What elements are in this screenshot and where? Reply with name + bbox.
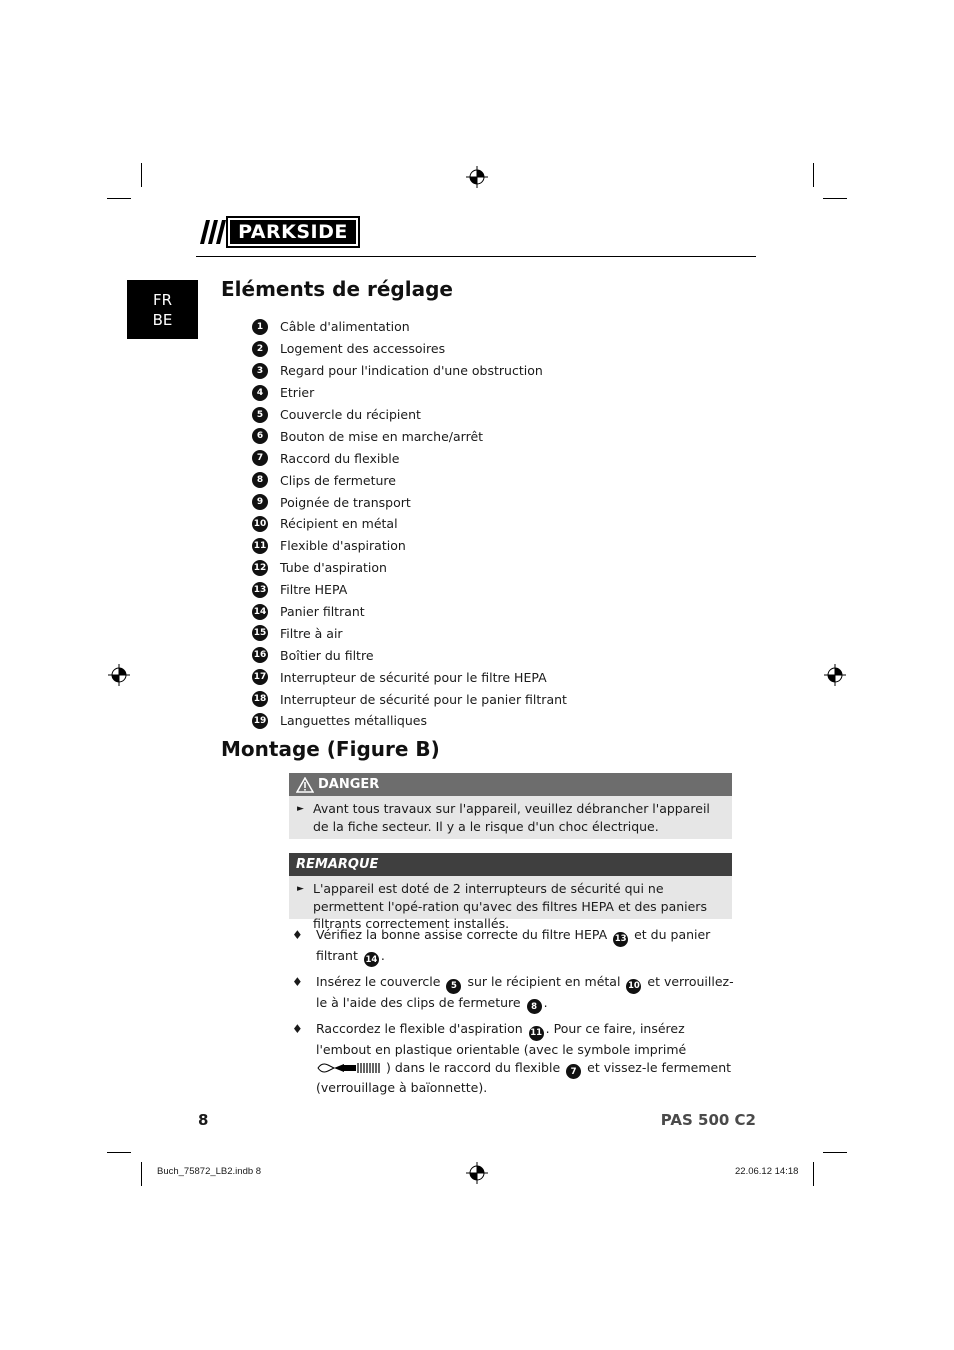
list-item xyxy=(252,513,732,535)
item-number-badge: 17 xyxy=(252,669,268,685)
registration-mark-icon xyxy=(824,664,846,686)
bullet-text: et vissez-le fermement (verrouillage à baïonnette). xyxy=(316,1059,732,1095)
item-number-badge: 18 xyxy=(252,691,268,707)
item-label: Filtre à air xyxy=(280,625,343,641)
item-label: Panier filtrant xyxy=(280,604,365,620)
item-label: Câble d'alimentation xyxy=(280,319,410,335)
registration-mark-icon xyxy=(466,166,488,188)
item-number-badge: 14 xyxy=(252,604,268,620)
hose-symbol-icon xyxy=(316,1061,386,1075)
item-number-badge: 8 xyxy=(252,472,268,488)
item-number-badge: 7 xyxy=(252,450,268,466)
item-number-badge: 10 xyxy=(252,516,268,532)
crop-mark xyxy=(107,1152,131,1153)
bullet-text: . xyxy=(543,994,548,1010)
registration-mark-icon xyxy=(108,664,130,686)
item-number-badge: 1 xyxy=(252,319,268,335)
item-number-badge: 8 xyxy=(527,999,542,1014)
item-number-badge: 9 xyxy=(252,494,268,510)
list-item xyxy=(252,710,732,732)
danger-label: DANGER xyxy=(318,777,380,792)
item-label: Poignée de transport xyxy=(280,494,411,510)
diamond-bullet-icon: ♦ xyxy=(292,975,303,989)
list-item xyxy=(252,425,732,447)
crop-mark xyxy=(141,163,142,187)
list-item xyxy=(292,1020,734,1097)
bullet-text: et verrouillez-le à l'aide des clips de fermeture xyxy=(316,974,734,1010)
header-rule xyxy=(196,256,756,257)
list-item xyxy=(252,404,732,426)
item-number-badge: 3 xyxy=(252,363,268,379)
item-number-badge: 5 xyxy=(252,407,268,423)
bullet-text: Vérifiez la bonne assise correcte du filtre HEPA xyxy=(316,927,608,942)
danger-text: Avant tous travaux sur l'appareil, veuillez débrancher l'appareil de la fiche secteur. Il y a le risque d'un choc électrique. xyxy=(313,801,710,834)
item-number-badge: 14 xyxy=(364,952,379,967)
item-label: Interrupteur de sécurité pour le panier filtrant xyxy=(280,691,567,707)
list-item xyxy=(252,491,732,513)
bullet-text: Raccordez le flexible d'aspiration xyxy=(316,1021,523,1036)
diamond-bullet-icon: ♦ xyxy=(292,928,303,942)
remarque-body xyxy=(289,876,732,931)
list-item xyxy=(252,469,732,491)
crop-mark xyxy=(813,163,814,187)
list-item xyxy=(252,382,732,404)
triangle-bullet-icon: ► xyxy=(297,804,304,814)
item-number-badge: 11 xyxy=(252,538,268,554)
list-item xyxy=(252,447,732,469)
item-label: Flexible d'aspiration xyxy=(280,538,406,554)
item-number-badge: 15 xyxy=(252,625,268,641)
list-item xyxy=(252,666,732,688)
list-item xyxy=(252,360,732,382)
section-title: Eléments de réglage xyxy=(221,277,453,301)
item-label: Logement des accessoires xyxy=(280,341,446,357)
registration-mark-icon xyxy=(466,1162,488,1184)
list-item xyxy=(252,601,732,623)
crop-mark xyxy=(823,198,847,199)
item-label: Interrupteur de sécurité pour le filtre HEPA xyxy=(280,669,547,685)
parkside-logo xyxy=(196,218,360,246)
remarque-text: L'appareil est doté de 2 interrupteurs de sécurité qui ne permettent l'opé-ration qu'avec des filtres HEPA et des paniers filtrants correctement installés. xyxy=(313,881,707,931)
item-number-badge: 6 xyxy=(252,428,268,444)
language-code: BE xyxy=(152,310,173,329)
item-number-badge: 2 xyxy=(252,341,268,357)
diamond-bullet-icon: ♦ xyxy=(292,1022,303,1036)
page-number: 8 xyxy=(198,1111,209,1129)
crop-mark xyxy=(107,198,131,199)
bullet-text: ) dans le raccord du flexible xyxy=(386,1059,561,1075)
list-item xyxy=(252,338,732,360)
remarque-header xyxy=(289,853,732,876)
item-number-badge: 4 xyxy=(252,385,268,401)
list-item xyxy=(252,688,732,710)
bullet-text: sur le récipient en métal xyxy=(467,974,621,989)
crop-mark xyxy=(813,1162,814,1186)
item-label: Boîtier du filtre xyxy=(280,647,374,663)
language-tab xyxy=(127,280,198,339)
item-label: Regard pour l'indication d'une obstruction xyxy=(280,363,543,379)
item-label: Bouton de mise en marche/arrêt xyxy=(280,428,484,444)
item-number-badge: 11 xyxy=(529,1026,544,1041)
language-code: FR xyxy=(152,290,173,309)
item-number-badge: 10 xyxy=(626,979,641,994)
bullet-text: et du panier filtrant xyxy=(316,927,711,963)
instruction-list xyxy=(292,926,734,1103)
item-number-badge: 7 xyxy=(566,1064,581,1079)
list-item xyxy=(252,316,732,338)
print-slug-file: Buch_75872_LB2.indb 8 xyxy=(157,1166,262,1177)
item-number-badge: 12 xyxy=(252,560,268,576)
item-label: Etrier xyxy=(280,385,315,401)
bullet-text: . xyxy=(380,947,385,963)
list-item xyxy=(292,926,734,967)
logo-wordmark: PARKSIDE xyxy=(226,216,360,248)
item-number-badge: 13 xyxy=(613,932,628,947)
item-label: Filtre HEPA xyxy=(280,582,348,598)
item-number-badge: 16 xyxy=(252,647,268,663)
crop-mark xyxy=(141,1162,142,1186)
list-item xyxy=(252,557,732,579)
crop-mark xyxy=(823,1152,847,1153)
list-item xyxy=(252,644,732,666)
item-label: Tube d'aspiration xyxy=(280,560,387,576)
danger-header xyxy=(289,773,732,796)
list-item xyxy=(292,973,734,1014)
remarque-label: REMARQUE xyxy=(296,857,379,872)
item-label: Clips de fermeture xyxy=(280,472,396,488)
item-label: Raccord du flexible xyxy=(280,450,400,466)
item-label: Récipient en métal xyxy=(280,516,398,532)
item-number-badge: 13 xyxy=(252,582,268,598)
parts-list xyxy=(252,316,732,732)
list-item xyxy=(252,622,732,644)
item-label: Couvercle du récipient xyxy=(280,407,421,422)
item-number-badge: 19 xyxy=(252,713,268,729)
list-item xyxy=(252,535,732,557)
model-number: PAS 500 C2 xyxy=(660,1111,756,1129)
danger-body xyxy=(289,796,732,839)
bullet-text: . Pour ce faire, insérez l'embout en plastique orientable (avec le symbole imprimé xyxy=(316,1021,687,1057)
item-number-badge: 5 xyxy=(446,979,461,994)
section-title: Montage (Figure B) xyxy=(221,737,440,761)
item-label: Languettes métalliques xyxy=(280,713,427,729)
list-item xyxy=(252,579,732,601)
warning-triangle-icon xyxy=(296,777,314,793)
bullet-text: Insérez le couvercle xyxy=(316,974,441,989)
print-slug-date: 22.06.12 14:18 xyxy=(735,1166,799,1177)
triangle-bullet-icon: ► xyxy=(297,884,304,894)
logo-slashes-icon xyxy=(196,218,226,246)
